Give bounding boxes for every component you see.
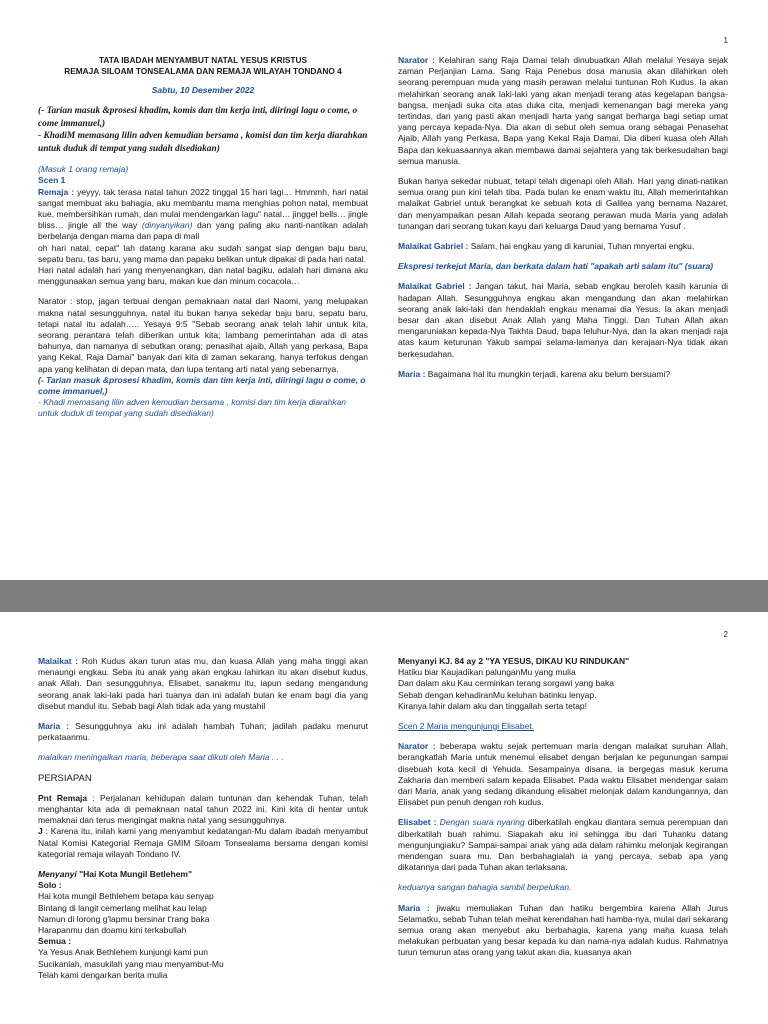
remaja-dialogue: Remaja : yeyyy, tak terasa natal tahun 2022 tinggal 15 hari lagi… Hmmmh, hari natal sangat membuat aku bahagia, aku membantu mama menghias pohon natal, membuat kue, membersihkan rumah, dan mulai mendengarkan lagu" natal… jinggel bells… jingle bliss… jingle all the way (dinyanyikan) dan yang paling aku nanti-nantikan adalah berbelanja dengan mama dan papa di mall <box>38 186 369 242</box>
scene-heading: Scen 2 Maria mengunjungi Elisabet. <box>398 721 535 732</box>
speaker-label: Remaja : <box>38 186 75 197</box>
lyric-line: Harapanmu dan doamu kini terkabullah <box>38 925 187 936</box>
maria-response: Maria : Sesungguhnya aku ini adalah hambah Tuhan; jadilah padaku menurut perkataanmu. <box>38 721 368 743</box>
right-column <box>398 656 728 959</box>
stage-direction: keduanya sangan bahagia sambil berpelukan. <box>398 882 572 893</box>
narator-paragraph: Narator : beberapa waktu sejak pertemuan maria dengan malaikat suruhan Allah, berangkatlah Maria untuk menemui elisabet dengan berjalan ke pegunungan sampai disebuah kota kecil di Yehuda. Sesampainya disana, ia bergegas masuk keruma Zakharia dan memberi salam kepada Elisabet. Pada waktu Elisabet mendengar salam dari Maria, anak yang sedang dikandung elisabet melonjak dalam kandungannya, dan Elisabet pun penuh dengan roh kudus. <box>398 741 728 808</box>
scene-heading: Scen 1 <box>38 175 66 186</box>
remaja-dialogue-3: Hari natal adalah hari yang menyenangkan, dan natal bagiku, adalah hari dimana aku menggunaakan semua yang baru, makan kue dan minum cocacola… <box>38 265 368 287</box>
song-heading: Menyanyi KJ. 84 ay 2 "YA YESUS, DIKAU KU RINDUKAN" <box>398 656 630 666</box>
opening-note-2: - KhadiM memasang lilin adven kemudian bersama , komisi dan tim kerja diarahkan untuk duduk di tempat yang sudah disediakan) <box>38 131 368 154</box>
pnt-remaja-line: Pnt Remaja : Perjalanan kehidupan dalam tuntunan dan kehendak Tuhan, telah menghantar kita ada di pemaknaan natal tahun 2022 ini. Kini kita di hentar untuk memaknai dan terus mengingat makna natal yang sesungguhnya. <box>38 792 369 826</box>
lyric-line: Sebab dengan kehadiranMu keluhan batinku lenyap. <box>398 689 597 700</box>
narator-paragraph: Narator : Kelahiran sang Raja Damai telah dinubuatkan Allah melalui Yesaya sejak zaman Perjanjian Lama. Sang Raja Penebus dosa manusia akan dilahirkan oleh seorang perempuan muda yang masih perawan melalui tuntunan Roh Kudus. Ia akan melahirkan seorang anak laki-laki yang akan menjadi terang atas kegelapan bangsa-bangsa, menjadi suka cita atas duka cita, menjadi kemenangan bagi mereka yang tertindas, dan yang pasti akan menjadi harta yang sangat berharga bagi setiap umat yang percaya kepada-Nya. Dia akan di sebut oleh semua orang sebagai Penasehat Ajaib, Allah yang Perkasa, Bapa yang Kekal Raja Damai. Dia diberi kuasa oleh Allah Bapa dan kekuasaannya akan membawa damai sejahtera yang tak berkesudahan bagi semua manusia. <box>398 55 728 166</box>
maria-magnificat: Maria : jiwaku memuliakan Tuhan dan hatiku bergembira karena Allah Jurus Selamatku, sebab Tuhan telah meihat kerendahan hati hamba-nya, mulai dari sekarang semua orang akan menyebut aku berbahagia, karena yang maha kuasa telah melakukan perbuatan yang besar kepada ku dan nama-nya adalah kudus. Rahmatnya turun temurun atas orang yang takut akan dia, kuasanya akan <box>398 902 728 958</box>
opening-note-1: (- Tarian masuk &prosesi khadim, komis dan tim kerja inti, diiringi lagu o come, o come immanuel,) <box>38 106 358 129</box>
lyric-line: Telah kami dengarkan berita mulia <box>38 969 168 980</box>
lyric-line: Ya Yesus Anak Bethlehem kunjungi kami pun <box>38 947 208 958</box>
document-page-2 <box>0 612 768 1024</box>
closing-note-1: (- Tarian masuk &prosesi khadim, komis dan tim kerja inti, diiringi lagu o come, o come immanuel,) <box>38 374 366 397</box>
gabriel-message: Malaikat Gabriel : Jangan takut, hai Maria, sebab engkau beroleh kasih karunia di hadapan Allah. Sesungguhnya engkau akan mengandung dan akan melahirkan seorang anak laki-laki dan hendaklah engkau menamai dia Yesus. Ia akan menjadi besar dan akan disebut Anak Allah yang Maha Tinggi. Dan Tuhan Allah akan mengaruniakan kepada-Nya Takhta Daud, bapa leluhur-Nya, dan Ia akan menjadi raja atas kaum keturunan Yakub sampai selama-lamanya dan kerajaan-Nya tidak akan berkesudahan. <box>398 281 728 359</box>
semua-lyrics <box>38 947 368 981</box>
semua-label: Semua : <box>38 936 72 947</box>
elisabet-dialogue: Elisabet : Dengan suara nyaring diberkatilah engkau diantara semua perempuan dan diberkatilah buah rahimu. Siapakah aku ini sehingga ibu dari Tuhanku datang mengunjungiaku? Sampai-sampai anak yang ada dalam rahimku melonjak kegirangan mendengan suara mu. Dan berbahagialah ia yang percaya, sebab apa yang dikatannya dari pada Tuhan akan terlaksana. <box>398 817 728 873</box>
document-subtitle: REMAJA SILOAM TONSEALAMA DAN REMAJA WILAYAH TONDANO 4 <box>64 65 342 76</box>
lyric-line: Bintang di langit cemerlang melihat kau lelap <box>38 902 207 913</box>
lyric-line: Sucikanlah, masukilah yang mau menyambut-Mu <box>38 958 224 969</box>
malaikat-dialogue: Malaikat : Roh Kudus akan turun atas mu, dan kuasa Allah yang maha tinggi akan menaungi engkau. Seba itu anak yang akan engkau lahirkan itu akan disebut kudus, anak Allah. Dan sesungguhnya, Elisabet, sanakmu itu, iapun sedang mengandung seorang anak laki-laki pada hari tuanya dan ini adalah bulan ke enam bagi dia yang disebut mandul itu. Sebab bagi Alah tidak ada yang mustahil <box>38 656 368 711</box>
page-number: 1 <box>723 36 728 45</box>
lyric-line: Namun di lorong g'lapmu bersinar t'rang baka <box>38 913 210 924</box>
song-heading: Menyanyi "Hai Kota Mungil Betlehem" <box>38 869 193 880</box>
document-title: TATA IBADAH MENYAMBUT NATAL YESUS KRISTUS <box>98 55 308 65</box>
section-heading: PERSIAPAN <box>38 772 92 784</box>
lyric-line: Hai kota mungil Bethlehem betapa kau senyap <box>38 891 214 902</box>
page-number: 2 <box>723 630 728 639</box>
nubuat-paragraph: Bukan hanya sekedar nubuat, tetapi telah digenapi oleh Allah. Hari yang dinati-natikan semua orang pun kini telah tiba. Pada bulan ke enam waktu itu, Allah memerintahkan malaikat Gabriel untuk berangkat ke sebuah kota di Galilea yang bernama Nazaret, dan menyampaikan pesan Allah kepada seorang perawan muda Maria yang adalah tunangan dari seorang tukan kayu dari keluarga Daud yang bernama Yusuf . <box>398 176 728 231</box>
remaja-dialogue-2: oh hari natal, cepat" lah datang karana aku sudah sangat siap dengan baju baru, sepatu baru, tas baru, yang mama dan papaku belikan untuk dipakai di pada hari natal. <box>38 242 368 264</box>
solo-lyrics <box>38 891 368 936</box>
lyric-line: Kiranya lahir dalam aku dan tinggallah serta tetap! <box>398 700 588 711</box>
stage-direction-maria: Ekspresi terkejut Maria, dan berkata dalam hati "apakah arti salam itu" (suara) <box>398 261 714 272</box>
stage-direction: malaikan meningalkan maria, beberapa saat dikuti oleh Maria . . . <box>38 752 284 763</box>
gabriel-greeting: Malaikat Gabriel : Salam, hai engkau yang di karuniai, Tuhan mnyertai engku. <box>398 241 695 252</box>
left-column <box>38 656 368 981</box>
lyric-line: Dan dalam aku Kau cerminkan terang sorgawi yang baka <box>398 678 614 689</box>
closing-note-2: - Khadi memasang lilin adven kemudian bersama , komisi dan tim kerja diarahkan untuk duduk di tempat yang sudah disediakan) <box>38 397 347 419</box>
lyric-line: Hatiku biar Kaujadikan palunganMu yang mulia <box>398 667 576 678</box>
document-date: Sabtu, 10 Desember 2022 <box>151 85 255 95</box>
maria-question: Maria : Bagaimana hal itu mungkin terjadi, karena aku belum bersuami? <box>398 368 671 379</box>
solo-label: Solo : <box>38 880 62 891</box>
narator-dialogue: Narator : stop, jagan terbuai dengan pemaknaan natal dari Naomi, yang melupakan makna natal sesungguhnya. natal itu bukan hanya sekedar baju baru, sepatu baru, tetapi natal itu adalah….. Yesaya 9:5 "Sebab seorang anak telah lahir untuk kita, seorang perantara telah diberikan untuk kita; lambang pemerintahan ada di atas bahunya, dan namanya di sebutkan orang; penasihat ajaib, Allah yang perkasa, Bapa yang Kekal, Raja Damai" banyak dari kita di zaman sekarang, hanya terfokus dengan apa yang kelihatan di depan mata, dan lupa tentang arti natal yang sebenarnya. <box>38 296 368 374</box>
song-lyrics <box>398 667 728 712</box>
left-column <box>38 55 368 420</box>
stage-direction: (Masuk 1 orang remaja) <box>38 164 129 175</box>
right-column <box>398 55 728 380</box>
jemaat-line: J : Karena itu, inilah kami yang menyambut kedatangan-Mu dalam ibadah menyambut Natal Komisi Kategorial Remaja GMIM Siloam Tonsealama bersama dengan komisi kategorial remaja wilayah Tondano IV. <box>38 826 368 859</box>
